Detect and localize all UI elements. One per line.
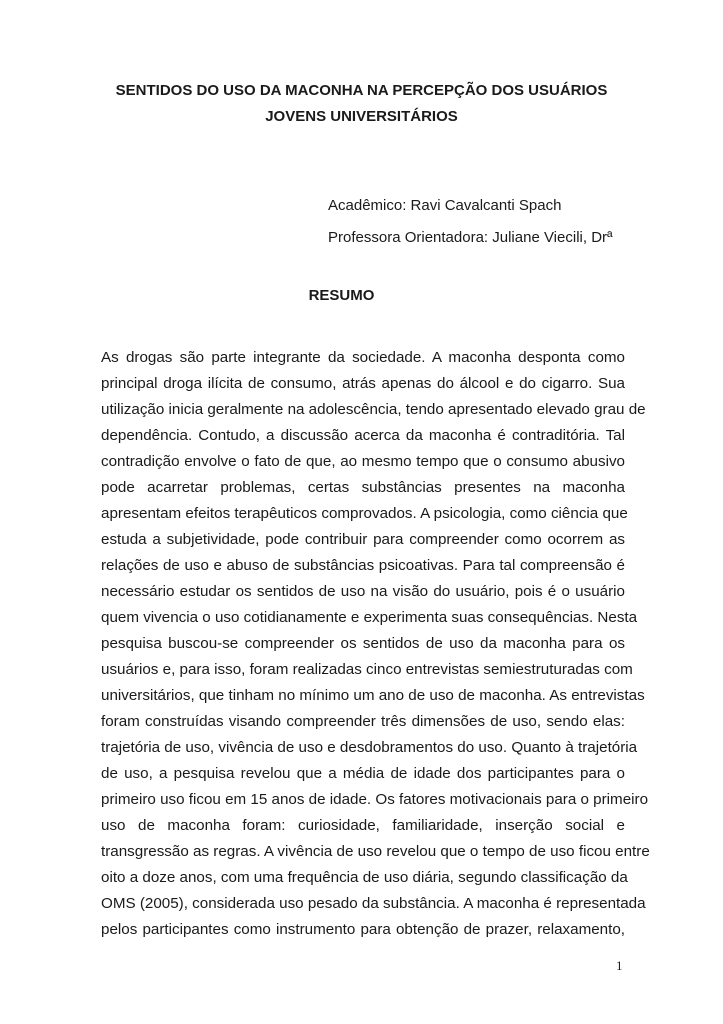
title-line-2: JOVENS UNIVERSITÁRIOS: [265, 108, 458, 125]
abstract-line: quem vivencia o uso cotidianamente e experimenta suas consequências. Nesta: [101, 609, 638, 626]
abstract-line: primeiro uso ficou em 15 anos de idade. Os fatores motivacionais para o primeiro: [101, 791, 649, 808]
abstract-line: necessário estudar os sentidos de uso na visão do usuário, pois é o usuário: [101, 583, 625, 600]
author-block: [328, 190, 613, 254]
abstract-line: estuda a subjetividade, pode contribuir para compreender como ocorrem as: [101, 531, 625, 548]
advisor-name: Professora Orientadora: Juliane Viecili, Drª: [328, 229, 613, 246]
abstract-line: OMS (2005), considerada uso pesado da substância. A maconha é representada: [101, 895, 646, 912]
abstract-line: contradição envolve o fato de que, ao mesmo tempo que o consumo abusivo: [101, 453, 625, 470]
abstract-line: apresentam efeitos terapêuticos comprovados. A psicologia, como ciência que: [101, 505, 628, 522]
title-line-1: SENTIDOS DO USO DA MACONHA NA PERCEPÇÃO DOS USUÁRIOS: [115, 82, 608, 99]
abstract-line: pelos participantes como instrumento para obtenção de prazer, relaxamento,: [101, 921, 625, 938]
abstract-line: universitários, que tinham no mínimo um ano de uso de maconha. As entrevistas: [101, 687, 645, 704]
abstract-line: pode acarretar problemas, certas substâncias presentes na maconha: [101, 479, 625, 496]
abstract-heading: RESUMO: [308, 287, 375, 304]
page-number: 1: [616, 958, 623, 973]
abstract-line: uso de maconha foram: curiosidade, familiaridade, inserção social e: [101, 817, 625, 834]
abstract-line: dependência. Contudo, a discussão acerca da maconha é contraditória. Tal: [101, 427, 625, 444]
abstract-line: As drogas são parte integrante da sociedade. A maconha desponta como: [101, 349, 625, 366]
abstract-line: transgressão as regras. A vivência de uso revelou que o tempo de uso ficou entre: [101, 843, 650, 860]
abstract-line: pesquisa buscou-se compreender os sentidos de uso da maconha para os: [101, 635, 625, 652]
student-name: Acadêmico: Ravi Cavalcanti Spach: [328, 197, 562, 214]
abstract-line: relações de uso e abuso de substâncias psicoativas. Para tal compreensão é: [101, 557, 625, 574]
document-title: [100, 78, 623, 130]
abstract-line: principal droga ilícita de consumo, atrás apenas do álcool e do cigarro. Sua: [101, 375, 625, 392]
abstract-line: trajetória de uso, vivência de uso e desdobramentos do uso. Quanto à trajetória: [101, 739, 638, 756]
abstract-line: oito a doze anos, com uma frequência de uso diária, segundo classificação da: [101, 869, 628, 886]
abstract-line: foram construídas visando compreender três dimensões de uso, sendo elas:: [101, 713, 625, 730]
abstract-line: de uso, a pesquisa revelou que a média de idade dos participantes para o: [101, 765, 625, 782]
abstract-line: usuários e, para isso, foram realizadas cinco entrevistas semiestruturadas com: [101, 661, 633, 678]
abstract-line: utilização inicia geralmente na adolescência, tendo apresentado elevado grau de: [101, 401, 646, 418]
abstract-body: [101, 345, 650, 943]
